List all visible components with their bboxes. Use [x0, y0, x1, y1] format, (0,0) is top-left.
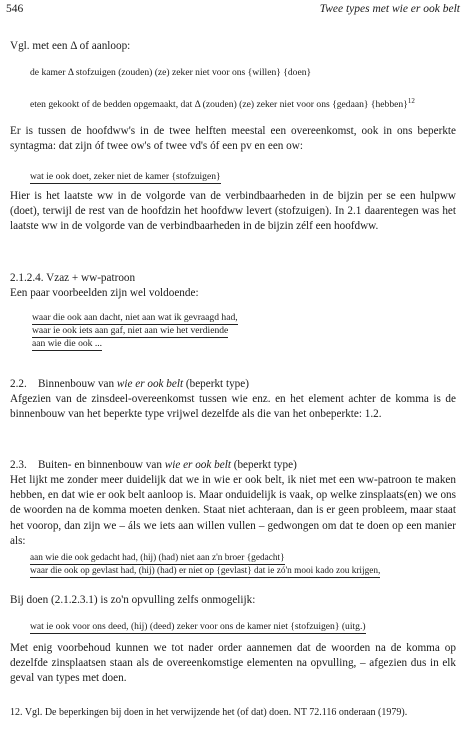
- example-3: [30, 170, 456, 183]
- example-4-line: waar die ook aan dacht, niet aan wat ik gevraagd had,: [32, 312, 238, 323]
- example-5-line: waar die ook op gevlast had, (hij) (had) er niet op {gevlast} dat ie zó'n mooi kado zou krijgen,: [30, 566, 381, 576]
- section-title-suffix: (beperkt type): [233, 459, 297, 471]
- example-4: [32, 311, 456, 350]
- example-4-line: waar ie ook iets aan gaf, niet aan wie het verdiende: [32, 325, 229, 336]
- example-1: de kamer Δ stofzuigen (zouden) (ze) zeker niet voor ons {willen} {doen}: [30, 67, 312, 78]
- running-title: Twee types met wie er ook belt: [319, 3, 460, 15]
- section-title-italic: wie er ook belt: [116, 378, 184, 390]
- section-2-1-2-4-heading: 2.1.2.4. Vzaz + ww-patroon: [10, 272, 136, 284]
- footnote-12: 12. Vgl. De beperkingen bij doen in het verwijzende het (of dat) doen. NT 72.116 onderaan (1979).: [10, 707, 408, 718]
- example-5-line: aan wie die ook gedacht had, (hij) (had) niet aan z'n broer {gedacht}: [30, 553, 285, 563]
- example-5: [30, 552, 456, 578]
- example-4-line: aan wie die ook ...: [32, 338, 103, 349]
- paragraph-hulpww: Hier is het laatste ww in de volgorde van de verbindbaarheden in de bijzin per se een hulpww (doet), terwijl de rest van de hoofdzin het hoofdww levert (stofzuigen). In 2.1 daarentegen was het laatste ww in de volgorde van de verbindbaarheden in de bijzin zélf een hoofdww.: [10, 190, 456, 233]
- section-title-italic: wie er ook belt: [164, 459, 231, 471]
- section-number: 2.3.: [10, 459, 27, 471]
- page-number: 546: [6, 3, 24, 15]
- section-2-2-heading: [10, 377, 456, 392]
- section-title: Binnenbouw van: [37, 378, 115, 390]
- section-2-1-2-4-text: Een paar voorbeelden zijn wel voldoende:: [10, 287, 199, 299]
- section-2-3-heading: [10, 458, 456, 473]
- example-2-text: eten gekookt of de bedden opgemaakt, dat Δ (zouden) (ze) zeker niet voor ons {gedaan} {hebben}: [30, 99, 408, 111]
- page-header: [6, 3, 460, 19]
- section-number: 2.2.: [10, 378, 27, 390]
- example-2: [30, 95, 456, 111]
- paragraph-overeenkomst: Er is tussen de hoofdww's in de twee helften meestal een overeenkomst, ook in ons beperkte syntagma: dat zijn óf twee ow's of twee vd's óf een pv en een ow:: [10, 125, 456, 153]
- section-title-suffix: (beperkt type): [185, 378, 249, 390]
- section-title: Buiten- en binnenbouw van: [37, 459, 162, 471]
- paragraph-voorbehoud: Met enig voorbehoud kunnen we tot nader order aannemen dat de woorden na de komma op dezelfde zinsplaatsen staan als de overeenkomstige elementen na opvulling, – afgezien dus in elk geval van types met doen.: [10, 642, 456, 685]
- footnote-ref-12: 12: [407, 97, 415, 105]
- example-3-text: wat ie ook doet, zeker niet de kamer {stofzuigen}: [30, 171, 221, 182]
- example-6: [30, 620, 456, 633]
- section-2-2-text: Afgezien van de zinsdeel-overeenkomst tussen wie enz. en het element achter de komma is de binnenbouw van het beperkte type vrijwel dezelfde als die van het onbeperkte: 1.2.: [10, 393, 456, 421]
- example-6-text: wat ie ook voor ons deed, (hij) (deed) zeker voor ons de kamer niet {stofzuigen} (uitg.): [30, 621, 366, 632]
- paragraph-doen: Bij doen (2.1.2.3.1) is zo'n opvulling zelfs onmogelijk:: [10, 594, 256, 606]
- vgl-intro: Vgl. met een Δ of aanloop:: [10, 40, 131, 52]
- section-2-3-text: Het lijkt me zonder meer duidelijk dat we in wie er ook belt, ik niet met een ww-patroon te maken hebben, en dat wie er ook belt aanloop is. Maar onduidelijk is vaak, op welke zinsplaats(en) we ons de woorden na de komma moeten denken. Staat niet achteraan, dan is er geen probleem, maar staat het voorop, dan zijn we – áls we iets aan willen vullen – gedwongen om dat te doen op een manier als:: [10, 474, 456, 547]
